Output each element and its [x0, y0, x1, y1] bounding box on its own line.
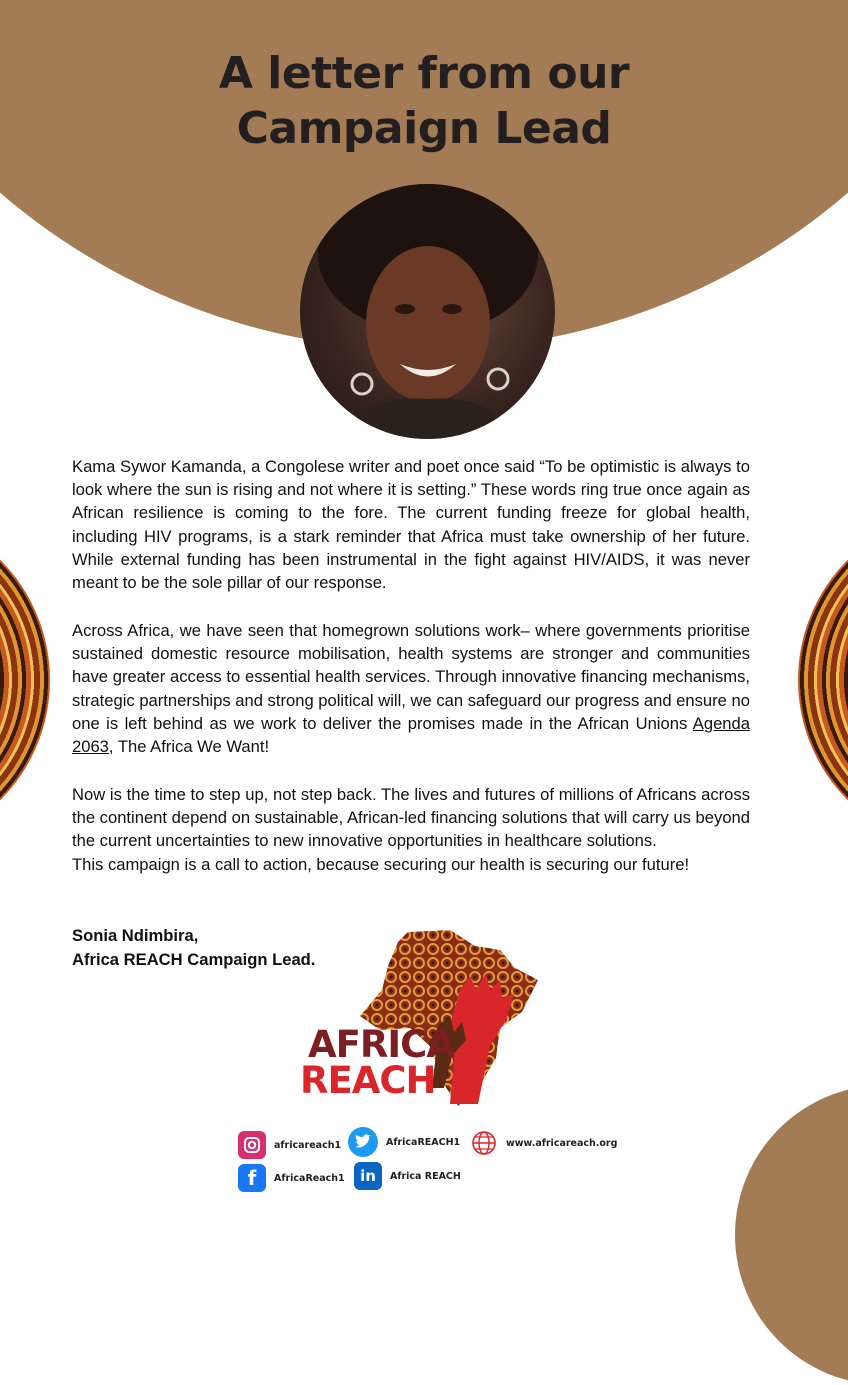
- left-mandala-decoration: [0, 510, 50, 850]
- paragraph-text-before-link: Across Africa, we have seen that homegrown solutions work– where governments prioritise sustained domestic resource mobilisation, health systems are stronger and communities have greater access to essential health services. Through innovative financing mechanisms, strategic partnerships and strong political will, we can safeguard our progress and ensure no one is left behind as we work to deliver the promises made in the African Unions: [72, 621, 750, 733]
- twitter-icon: [348, 1127, 378, 1157]
- portrait-illustration: [300, 184, 555, 439]
- logo-text-africa: AFRICA: [308, 1023, 454, 1066]
- instagram-icon: [238, 1131, 266, 1159]
- corner-decoration-circle: [735, 1085, 848, 1385]
- facebook-icon: f: [238, 1164, 266, 1192]
- paragraph-text: [72, 619, 750, 758]
- instagram-link[interactable]: [238, 1131, 341, 1159]
- linkedin-icon: in: [354, 1162, 382, 1190]
- twitter-link[interactable]: [348, 1127, 460, 1157]
- globe-icon: [470, 1129, 498, 1157]
- right-mandala-decoration: [798, 510, 848, 850]
- twitter-handle: AfricaREACH1: [386, 1136, 461, 1148]
- paragraph-text: Now is the time to step up, not step back. The lives and futures of millions of Africans across the continent depend on sustainable, African-led financing solutions that will carry us beyond the current uncertainties to new innovative opportunities in healthcare solutions.: [72, 785, 751, 851]
- linkedin-link[interactable]: [354, 1162, 461, 1190]
- agenda-2063-link[interactable]: Agenda 2063: [72, 713, 750, 757]
- page-title-line-2: Campaign Lead: [236, 103, 612, 154]
- website-url: www.africareach.org: [506, 1137, 618, 1149]
- paragraph-text: Kama Sywor Kamanda, a Congolese writer and poet once said “To be optimistic is always to look where the sun is rising and not where it is setting.” These words ring true once again as African resilience is coming to the fore. The current funding freeze for global health, including HIV programs, is a stark reminder that Africa must take ownership of her future. While external funding has been instrumental in the fight against HIV/AIDS, it was never meant to be the sole pillar of our response.: [72, 457, 750, 593]
- campaign-lead-portrait: [300, 184, 555, 439]
- facebook-link[interactable]: [238, 1164, 345, 1192]
- page-title-line-1: A letter from our: [218, 48, 630, 99]
- letter-paragraph-1: [72, 455, 750, 594]
- letter-paragraph-2: [72, 619, 750, 758]
- signature-name: Sonia Ndimbira,: [72, 926, 199, 945]
- instagram-handle: africareach1: [274, 1139, 342, 1151]
- signature-role: Africa REACH Campaign Lead.: [72, 949, 316, 969]
- signature-block: [72, 924, 315, 971]
- logo-text-reach: REACH: [300, 1059, 436, 1102]
- facebook-handle: AfricaReach1: [274, 1172, 345, 1184]
- paragraph-text-after-link: , The Africa We Want!: [108, 737, 270, 757]
- call-to-action-text: This campaign is a call to action, because securing our health is securing our future!: [72, 854, 690, 874]
- website-link[interactable]: [470, 1129, 617, 1157]
- letter-paragraph-3: [72, 783, 750, 876]
- linkedin-handle: Africa REACH: [390, 1170, 461, 1182]
